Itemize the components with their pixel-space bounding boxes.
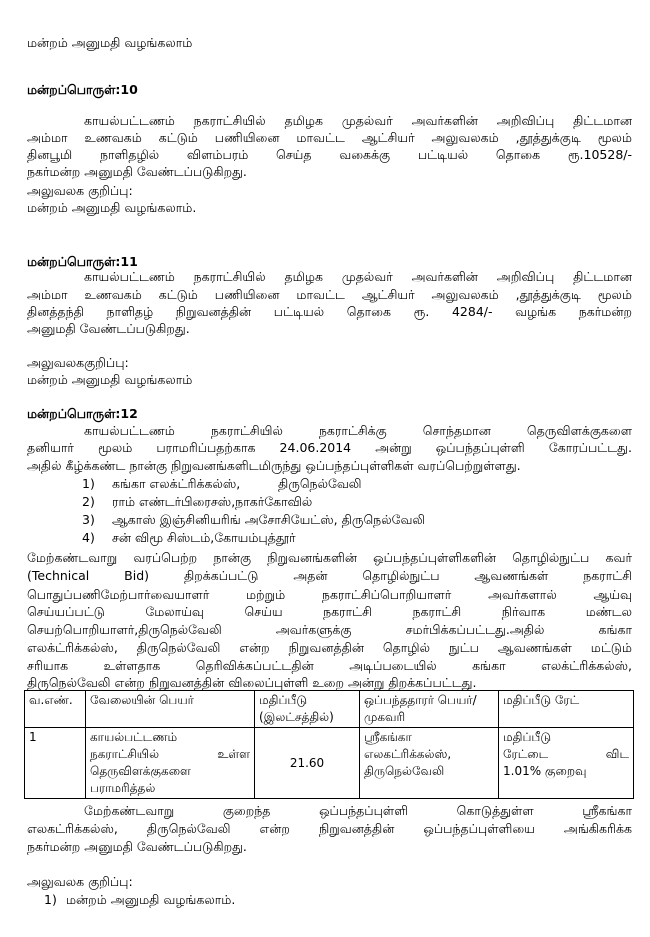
row-rate	[499, 728, 634, 799]
section-10-note-text: மன்றம் அனுமதி வழங்கலாம்.	[27, 200, 197, 215]
contractor-line-3: திருநெல்வேலி	[364, 764, 445, 778]
row-estimate: 21.60	[255, 728, 360, 799]
section-12-body-4: செய்யப்பட்டு மேலாய்வு செய்ய நகராட்சி நகராட்சி நிர்வாக மண்டல	[27, 604, 632, 619]
section-11-line-4: அனுமதி வேண்டப்படுகிறது.	[27, 321, 190, 336]
section-10-note-label: அலுவலக குறிப்பு:	[27, 183, 133, 198]
section-12-body-6: எலக்ட்ரிக்கல்ஸ், திருநெல்வேலி என்ற நிறுவனத்தின் தொழில் நுட்ப ஆவணங்கள் மட்டும்	[27, 640, 632, 655]
section-12-note-text: மன்றம் அனுமதி வழங்கலாம்.	[66, 892, 236, 907]
section-12-body-7: சரியாக உள்ளதாக தெரிவிக்கப்பட்டதின் அடிப்படையில் கங்கா எலக்ட்ரிக்கல்ஸ்,	[27, 658, 632, 673]
firm-3-num: 3)	[82, 512, 95, 527]
tender-table	[24, 690, 634, 799]
row-serial: 1	[25, 728, 86, 799]
section-12-body-5: செயற்பொறியாளர்,திருநெல்வேலி அவர்களுக்கு சமர்பிக்கப்பட்டது.அதில் கங்கா	[27, 622, 632, 637]
section-12-body-8: திருநெல்வேலி என்ற நிறுவனத்தின் விலைப்புள்ளி உறை அன்று திறக்கப்பட்டது.	[27, 675, 477, 690]
work-line-3: தெருவிளக்குகளை	[90, 764, 191, 778]
header-serial: வ.எண்.	[25, 691, 86, 728]
section-12-note-label: அலுவலக குறிப்பு:	[27, 874, 133, 889]
contractor-line-2: எலகட்ரிக்கல்ஸ்,	[364, 747, 452, 761]
section-10-line-2: அம்மா உணவகம் கட்டும் பணியினை மாவட்ட ஆட்சியர் அலுவலகம் ,தூத்துக்குடி மூலம்	[27, 130, 632, 145]
top-line: மன்றம் அனுமதி வழங்கலாம்	[27, 35, 193, 50]
rate-line-2: ரேட்டை விட	[503, 747, 629, 761]
section-12-intro-1: காயல்பட்டணம் நகராட்சியில் நகராட்சிக்கு சொந்தமான தெருவிளக்குகளை	[84, 423, 632, 438]
header-rate: மதிப்பீடு ரேட்	[499, 691, 634, 728]
section-12-note-num: 1)	[44, 892, 57, 907]
section-11-heading: மன்றப்பொருள்:11	[27, 254, 138, 269]
firm-4-name: சன் விமூ சிஸ்டம்,கோயம்புத்தூர்	[112, 530, 296, 545]
row-contractor	[360, 728, 499, 799]
section-11-note-label: அலுவலககுறிப்பு:	[27, 355, 129, 370]
firm-1-num: 1)	[82, 476, 95, 491]
contractor-line-1: ஸ்ரீகங்கா	[364, 730, 412, 744]
firm-4-num: 4)	[82, 530, 95, 545]
work-line-1: காயல்பட்டணம்	[90, 730, 178, 744]
section-12-body-3: பொதுப்பணிமேற்பார்வையாளர் மற்றும் நகராட்சிப்பொறியாளர் அவர்களால் ஆய்வு	[27, 587, 632, 602]
section-12-conclusion-2: எலகட்ரிக்கல்ஸ், திருநெல்வேலி என்ற நிறுவனத்தின் ஒப்பந்தப்புள்ளியை அங்கிகரிக்க	[27, 821, 632, 836]
firm-3-name: ஆகாஸ் இஞ்சினியரிங் அசோசியேட்ஸ், திருநெல்வேலி	[112, 512, 426, 527]
rate-line-3: 1.01% குறைவு	[503, 764, 587, 778]
header-estimate: மதிப்பீடு (இலட்சத்தில்)	[255, 691, 360, 728]
rate-line-1: மதிப்பீடு	[503, 730, 552, 744]
section-11-note-text: மன்றம் அனுமதி வழங்கலாம்	[27, 372, 193, 387]
section-12-body-1: மேற்கண்டவாறு வரப்பெற்ற நான்கு நிறுவனங்களின் ஒப்பந்தப்புள்ளிகளின் தொழில்நுட்ப கவர்	[27, 550, 632, 565]
firm-2-name: ராம் எண்டர்பிரைசஸ்,நாகர்கோவில்	[112, 494, 313, 509]
header-work-name: வேலையின் பெயர்	[86, 691, 255, 728]
section-12-intro-3: அதில் கீழ்க்கண்ட நான்கு நிறுவனங்களிடமிருந்து ஒப்பந்தப்புள்ளிகள் வரப்பெற்றுள்ளது.	[27, 458, 521, 473]
section-11-line-2: அம்மா உணவகம் கட்டும் பணியினை மாவட்ட ஆட்சியர் அலுவலகம் ,தூத்துக்குடி மூலம்	[27, 287, 632, 302]
section-11-line-1: காயல்பட்டணம் நகராட்சியில் தமிழக முதல்வர் அவர்களின் அறிவிப்பு திட்டமான	[84, 269, 632, 284]
firm-2-num: 2)	[82, 494, 95, 509]
table-header-row	[25, 691, 634, 728]
section-10-line-4: நகர்மன்ற அனுமதி வேண்டப்படுகிறது.	[27, 164, 247, 179]
firm-1-name: கங்கா எலக்ட்ரிக்கல்ஸ்,	[112, 476, 241, 491]
section-11-line-3: தினத்தந்தி நாளிதழ் நிறுவனத்தின் பட்டியல் தொகை ரூ. 4284/- வழங்க நகர்மன்ற	[27, 304, 632, 319]
work-line-2: நகராட்சியில் உள்ள	[90, 747, 250, 761]
section-12-body-2: (Technical Bid) திறக்கப்பட்டு அதன் தொழில்நுட்ப ஆவணங்கள் நகராட்சி	[27, 568, 632, 583]
section-12-intro-2: தனியார் மூலம் பராமரிப்பதற்காக 24.06.2014 அன்று ஒப்பந்தப்புள்ளி கோரப்பட்டது.	[27, 440, 632, 455]
table-row	[25, 728, 634, 799]
section-12-conclusion-1: மேற்கண்டவாறு குறைந்த ஒப்பந்தப்புள்ளி கொடுத்துள்ள ஸ்ரீகங்கா	[84, 803, 632, 818]
header-contractor: ஒப்பந்ததாரர் பெயர்/முகவரி	[360, 691, 499, 728]
section-10-heading: மன்றப்பொருள்:10	[27, 82, 138, 97]
section-12-conclusion-3: நகர்மன்ற அனுமதி வேண்டப்படுகிறது.	[27, 839, 247, 854]
section-10-line-3: தினபூமி நாளிதழில் விளம்பரம் செய்த வகைக்கு பட்டியல் தொகை ரூ.10528/-	[27, 147, 632, 162]
section-12-heading: மன்றப்பொருள்:12	[27, 406, 138, 421]
section-10-line-1: காயல்பட்டணம் நகராட்சியில் தமிழக முதல்வர் அவர்களின் அறிவிப்பு திட்டமான	[84, 113, 632, 128]
firm-1-place: திருநெல்வேலி	[278, 476, 362, 491]
row-work-name	[86, 728, 255, 799]
work-line-4: பராமரித்தல்	[90, 781, 156, 795]
